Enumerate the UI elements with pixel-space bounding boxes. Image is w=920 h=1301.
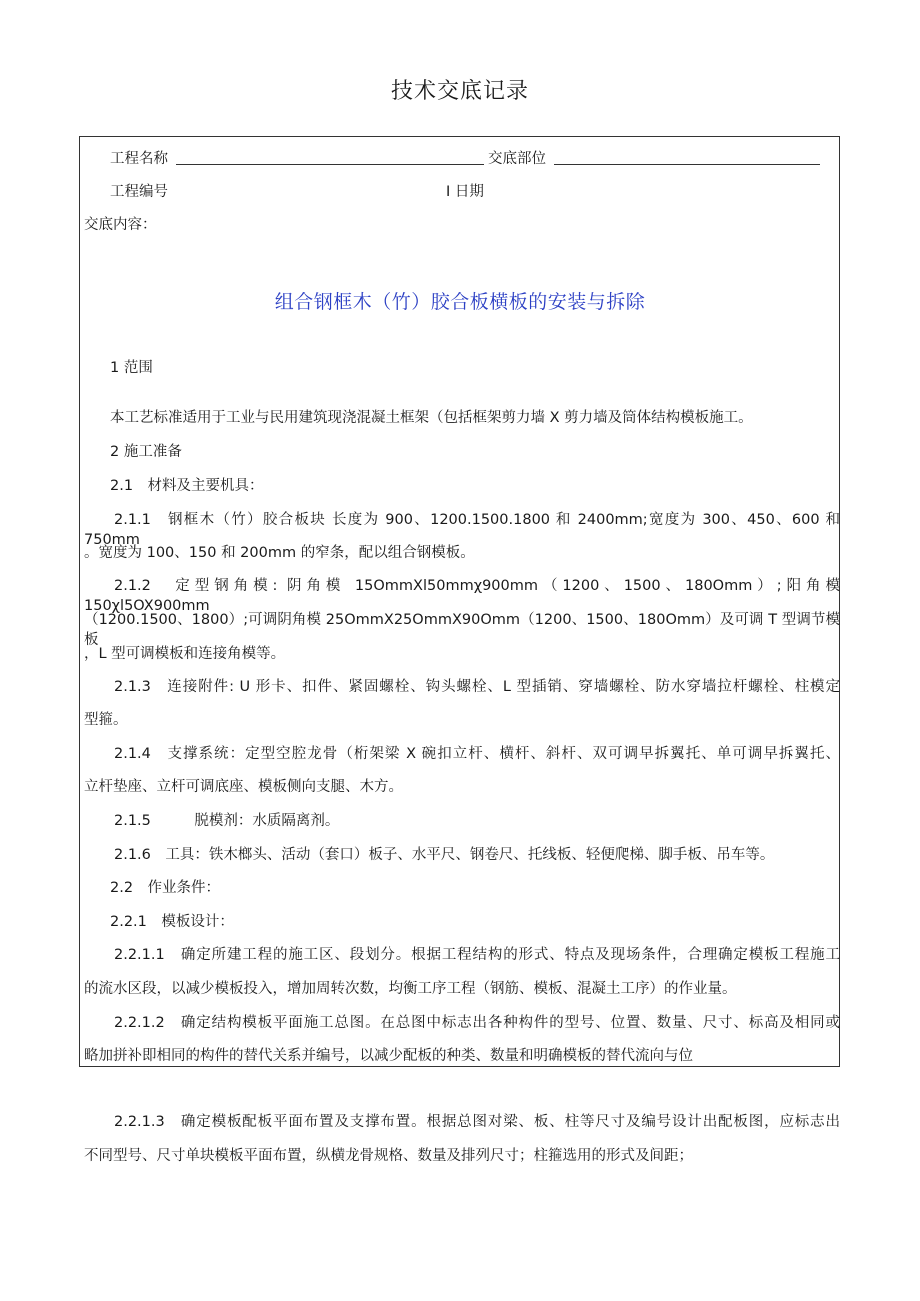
heading-2-1: 2.1 材料及主要机具： [110,478,264,494]
heading-preparation: 2 施工准备 [110,444,182,460]
heading-2-2: 2.2 作业条件： [110,880,221,896]
paragraph-2-1-2-line2: （1200.1500、1800）;可调阴角模 25OmmX25OmmX90Omm（1200、1500、180Omm）及可调 T 型调节模板 [84,612,840,648]
paragraph-2-2-1-3-line2: 不同型号、尺寸单块模板平面布置，纵横龙骨规格、数量及排列尺寸；柱箍选用的形式及间距； [84,1148,693,1164]
paragraph-2-1-3-line1: 2.1.3 连接附件: U 形卡、扣件、紧固螺栓、钩头螺栓、L 型插销、穿墙螺栓、防水穿墙拉杆螺栓、柱模定 [114,679,840,695]
content-label: 交底内容： [84,217,157,233]
paragraph-2-2-1-1-line1: 2.2.1.1 确定所建工程的施工区、段划分。根据工程结构的形式、特点及现场条件，合理确定模板工程施工 [114,947,840,963]
date-label: I 日期 [446,184,484,200]
paragraph-2-1-1-line1: 2.1.1 钢框木（竹）胶合板块 长度为 900、1200.1500.1800 和 2400mm;宽度为 300、450、600 和 750mm [84,512,840,548]
document-title: 技术交底记录 [390,79,529,104]
paragraph-2-2-1-2-line2: 略加拼补即相同的构件的替代关系并编号，以减少配板的种类、数量和明确模板的替代流向与位 [84,1048,693,1064]
paragraph-2-1-2-line1: 2.1.2 定型钢角模: 阴角模 15OmmXl50mmχ900mm（1200、1500、180Omm）;阳角模 150χl5OX900mm [84,578,840,614]
paragraph-scope: 本工艺标准适用于工业与民用建筑现浇混凝土框架（包括框架剪力墙 X 剪力墙及筒体结构模板施工。 [110,410,753,426]
project-number-label: 工程编号 [110,184,168,200]
paragraph-2-1-6: 2.1.6 工具：铁木榔头、活动（套口）板子、水平尺、钢卷尺、托线板、轻便爬梯、脚手板、吊车等。 [114,847,775,863]
paragraph-2-1-5: 2.1.5 脱模剂：水质隔离剂。 [114,813,340,829]
section-title: 组合钢框木（竹）胶合板横板的安装与拆除 [274,291,646,313]
paragraph-2-1-1-line2: 。宽度为 100、150 和 200mm 的窄条，配以组合钢模板。 [84,545,475,561]
handover-part-label: 交底部位 [488,151,546,167]
paragraph-2-1-2-line3: ，L 型可调模板和连接角模等。 [84,646,286,662]
project-name-field[interactable] [176,164,484,165]
paragraph-2-1-4-line1: 2.1.4 支撑系统：定型空腔龙骨（桁架梁 X 碗扣立杆、横杆、斜杆、双可调早拆翼托、单可调早拆翼托、 [114,746,840,762]
paragraph-2-2-1-1-line2: 的流水区段，以减少模板投入，增加周转次数，均衡工序工程（钢筋、模板、混凝土工序）的作业量。 [84,981,737,997]
paragraph-2-1-3-line2: 型箍。 [84,712,128,728]
project-name-label: 工程名称 [110,151,168,167]
paragraph-2-2-1-2-line1: 2.2.1.2 确定结构模板平面施工总图。在总图中标志出各种构件的型号、位置、数量、尺寸、标高及相同或 [114,1015,840,1031]
heading-2-2-1: 2.2.1 模板设计： [110,914,234,930]
handover-part-field[interactable] [554,164,820,165]
paragraph-2-2-1-3-line1: 2.2.1.3 确定模板配板平面布置及支撑布置。根据总图对梁、板、柱等尺寸及编号设计出配板图，应标志出 [114,1114,840,1130]
paragraph-2-1-4-line2: 立杆垫座、立杆可调底座、模板侧向支腿、木方。 [84,779,403,795]
heading-scope: 1 范围 [110,360,153,376]
